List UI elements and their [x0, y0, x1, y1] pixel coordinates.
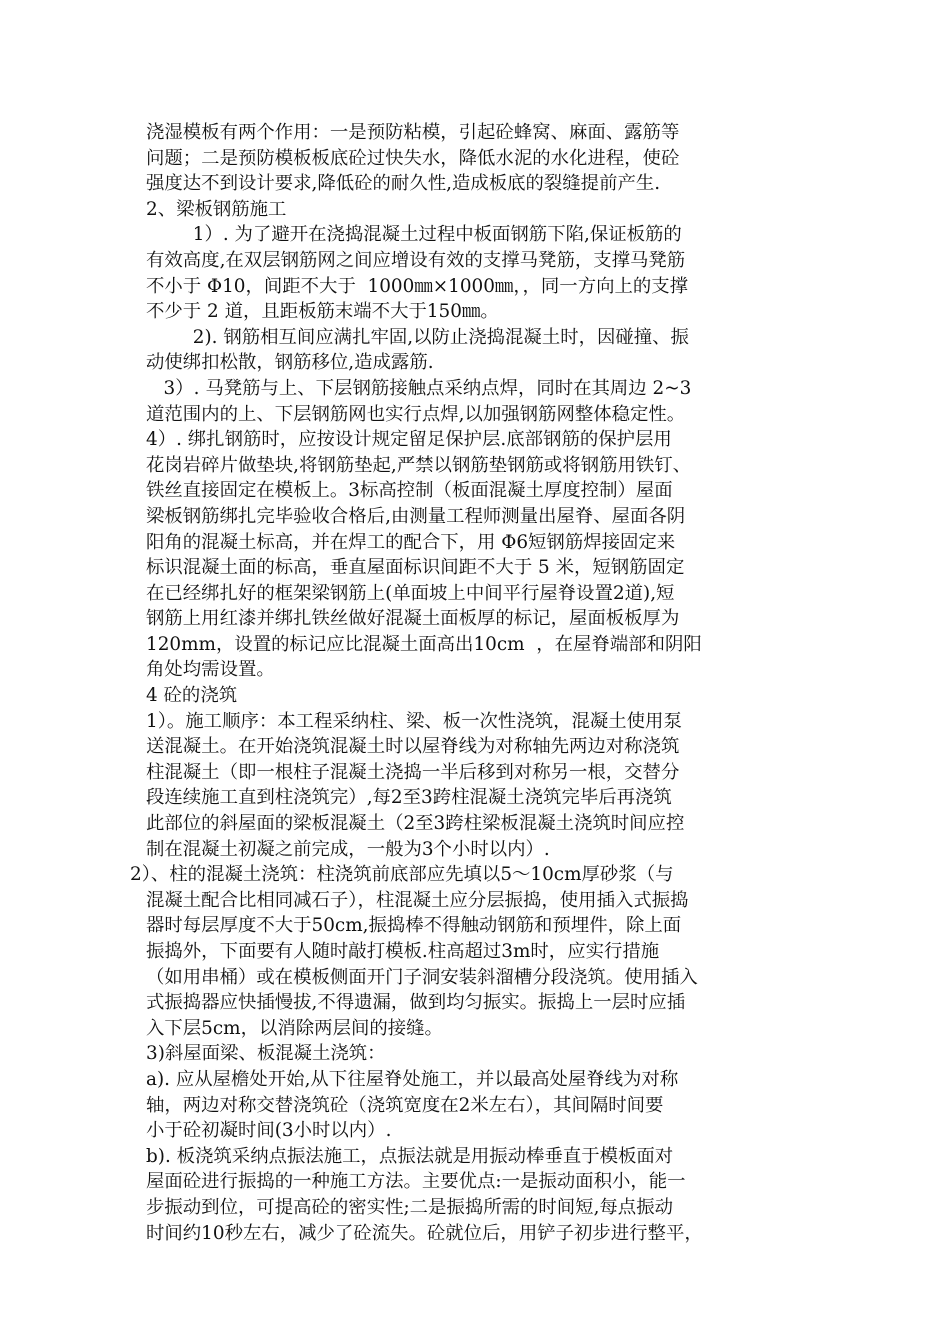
text-line: 入下层5cm，以消除两层间的接缝。: [146, 1017, 443, 1039]
body-text: [130, 120, 816, 1246]
text-line: 花岗岩碎片做垫块,将钢筋垫起,严禁以钢筋垫钢筋或将钢筋用铁钉、: [146, 454, 692, 476]
text-line: 4）. 绑扎钢筋时，应按设计规定留足保护层.底部钢筋的保护层用: [146, 429, 672, 451]
text-line: 梁板钢筋绑扎完毕验收合格后,由测量工程师测量出屋脊、屋面各阴: [146, 505, 686, 527]
text-line: 屋面砼进行振捣的一种施工方法。主要优点:一是振动面积小，能一: [146, 1171, 686, 1193]
text-line: 钢筋上用红漆并绑扎铁丝做好混凝土面板厚的标记，屋面板板厚为: [146, 608, 680, 630]
text-line: 段连续施工直到柱浇筑完）,每2至3跨柱混凝土浇筑完毕后再浇筑: [146, 787, 672, 809]
text-line: 浇湿模板有两个作用：一是预防粘模，引起砼蜂窝、麻面、露筋等: [146, 122, 680, 143]
text-line: 强度达不到设计要求,降低砼的耐久性,造成板底的裂缝提前产生.: [146, 173, 661, 195]
text-line: 标识混凝土面的标高，垂直屋面标识间距不大于 5 米，短钢筋固定: [146, 557, 685, 579]
section-heading: 2、梁板钢筋施工: [146, 198, 287, 220]
text-line: 铁丝直接固定在模板上。3标高控制（板面混凝土厚度控制）屋面: [146, 480, 673, 502]
text-line: 道范围内的上、下层钢筋网也实行点焊,以加强钢筋网整体稳定性。: [146, 403, 686, 425]
text-line: 混凝土配合比相同减石子），柱混凝土应分层振捣，使用插入式振捣: [146, 889, 689, 911]
text-line: 柱混凝土（即一根柱子混凝土浇捣一半后移到对称另一根，交替分: [146, 761, 680, 783]
text-line: 120mm，设置的标记应比混凝土面高出10cm ，在屋脊端部和阴阳: [146, 633, 702, 655]
text-line: 步振动到位，可提高砼的密实性;二是振捣所需的时间短,每点振动: [146, 1196, 673, 1218]
text-line: a). 应从屋檐处开始,从下往屋脊处施工，并以最高处屋脊线为对称: [146, 1068, 679, 1090]
section-heading: 4 砼的浇筑: [146, 685, 238, 707]
text-line: 2). 钢筋相互间应满扎牢固,以防止浇捣混凝土时，因碰撞、振: [146, 326, 689, 348]
text-line: b). 板浇筑采纳点振法施工，点振法就是用振动棒垂直于模板面对: [146, 1145, 674, 1167]
text-line: （如用串桶）或在模板侧面开门子洞安装斜溜槽分段浇筑。使用插入: [146, 966, 698, 988]
text-line: 器时每层厚度不大于50cm,振捣棒不得触动钢筋和预埋件，除上面: [146, 915, 682, 937]
text-line: 此部位的斜屋面的梁板混凝土（2至3跨柱梁板混凝土浇筑时间应控: [146, 813, 685, 835]
text-line: 1）。施工顺序：本工程采纳柱、梁、板一次性浇筑，混凝土使用泵: [146, 710, 682, 732]
text-line: 不少于 2 道，且距板筋末端不大于150㎜。: [146, 301, 499, 323]
text-line: 动使绑扣松散，钢筋移位,造成露筋.: [146, 352, 434, 374]
text-line: 振捣外，下面要有人随时敲打模板.柱高超过3m时，应实行措施: [146, 941, 660, 962]
text-line: 角处均需设置。: [146, 659, 275, 681]
text-line: 有效高度,在双层钢筋网之间应增设有效的支撑马凳筋，支撑马凳筋: [146, 249, 686, 271]
text-line: 式振捣器应快插慢拔,不得遗漏，做到均匀振实。振捣上一层时应插: [146, 992, 686, 1014]
text-line: 时间约10秒左右，减少了砼流失。砼就位后，用铲子初步进行整平，: [146, 1222, 703, 1244]
text-line: 制在混凝土初凝之前完成，一般为3个小时以内）.: [146, 838, 550, 860]
text-line: 1）. 为了避开在浇捣混凝土过程中板面钢筋下陷,保证板筋的: [146, 224, 682, 246]
text-line: 小于砼初凝时间(3小时以内）.: [146, 1120, 392, 1142]
section-heading: 3)斜屋面梁、板混凝土浇筑：: [146, 1043, 386, 1065]
text-line: 阳角的混凝土标高，并在焊工的配合下，用 Φ6短钢筋焊接固定来: [146, 531, 676, 553]
text-line: 在已经绑扎好的框架梁钢筋上(单面坡上中间平行屋脊设置2道),短: [146, 582, 675, 604]
text-line: 轴，两边对称交替浇筑砼（浇筑宽度在2米左右），其间隔时间要: [146, 1094, 664, 1116]
text-line: 3）. 马凳筋与上、下层钢筋接触点采纳点焊，同时在其周边 2~3: [146, 377, 692, 399]
text-line: 不小于 Φ10，间距不大于 1000㎜×1000㎜，，同一方向上的支撑: [146, 275, 689, 297]
text-line: 送混凝土。在开始浇筑混凝土时以屋脊线为对称轴先两边对称浇筑: [146, 736, 680, 758]
text-line: 2）、柱的混凝土浇筑：柱浇筑前底部应先填以5～10cm厚砂浆（与: [130, 864, 674, 886]
text-line: 问题；二是预防模板板底砼过快失水，降低水泥的水化进程，使砼: [146, 147, 680, 169]
